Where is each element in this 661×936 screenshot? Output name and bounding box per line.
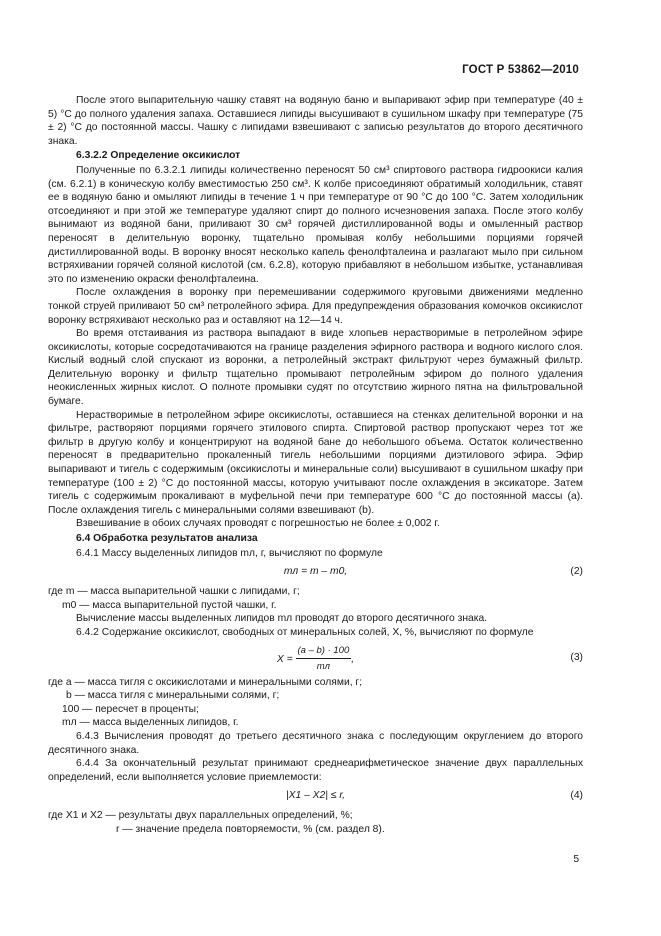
- where-m0: m0 — масса выпарительной пустой чашки, г.: [62, 599, 277, 611]
- formula-3: [48, 642, 583, 674]
- where-a: где a — масса тигля с оксикислотами и минеральными солями, г;: [48, 676, 363, 688]
- document-body: [48, 94, 583, 837]
- formula-4: [48, 786, 583, 807]
- paragraph-weighing: Взвешивание в обоих случаях проводят с погрешностью не более ± 0,002 г.: [76, 518, 440, 530]
- paragraph-6-4-4: 6.4.4 За окончательный результат принимают среднеарифметическое значение двух параллельных определений, если выполняется условие приемлемости:: [48, 758, 583, 783]
- paragraph-insoluble: Нерастворимые в петролейном эфире оксикислоты, оставшиеся на стенках делительной воронки и на фильтре, растворяют порциями горячего этилового спирта. Спиртовой раствор пропускают через тот же фильтр в другую колбу и концентрируют на водяной бане до небольшого объема. Остаток количественно переносят в предварительно прокаленный тигель небольшими порциями диэтилового эфира. Эфир выпаривают и тигель с содержимым (оксикислоты и минеральные соли) высушивают в сушильном шкафу при температуре (100 ± 2) °С до постоянной массы, которую учитывают после охлаждения в эксикаторе. Затем тигель с содержимым прокаливают в муфельной печи при температуре 600 °С до постоянной массы (a). После охлаждения тигель с минеральными солями взвешивают (b).: [48, 409, 583, 516]
- paragraph-6-4-3: 6.4.3 Вычисления проводят до третьего десятичного знака с последующим округлением до второго десятичного знака.: [48, 730, 583, 756]
- formula-3-tail: ,: [351, 653, 355, 665]
- formula-3-expression: [48, 644, 583, 674]
- section-heading-results: 6.4 Обработка результатов анализа: [76, 533, 258, 544]
- section-heading-oxyacids: 6.3.2.2 Определение оксикислот: [76, 150, 241, 162]
- formula-4-number: (4): [570, 790, 583, 802]
- formula-3-lhs: X =: [276, 653, 293, 665]
- where-m: где m — масса выпарительной чашки с липидами, г;: [48, 586, 300, 598]
- where-ml: mл — масса выделенных липидов, г.: [62, 717, 239, 729]
- formula-3-numerator: (a – b) · 100: [296, 644, 352, 660]
- paragraph-cooling: После охлаждения в воронку при перемешивании содержимого круговыми движениями медленно тонкой струей приливают 50 см³ петролейного эфира. Для предупреждения образования комочков оксикислот воронку встряхивают несколько раз и оставляют на 12—14 ч.: [48, 287, 583, 326]
- paragraph-lipid-precision: Вычисление массы выделенных липидов mл проводят до второго десятичного знака.: [76, 613, 488, 625]
- paragraph-6-4-1: 6.4.1 Массу выделенных липидов mл, г, вычисляют по формуле: [76, 547, 383, 559]
- paragraph-6-4-2: 6.4.2 Содержание оксикислот, свободных от минеральных солей, X, %, вычисляют по формуле: [76, 626, 534, 638]
- paragraph-evaporation: После этого выпарительную чашку ставят на водяную баню и выпаривают эфир при температуре (40 ± 5) °С до полного удаления запаха. Оставшиеся липиды высушивают в сушильном шкафу при температуре (75 ± 2) °С до постоянной массы. Чашку с липидами взвешивают с записью результатов до второго десятичного знака.: [48, 95, 583, 147]
- formula-3-denominator: mл: [316, 661, 331, 673]
- where-r: r — значение предела повторяемости, % (см. раздел 8).: [116, 823, 385, 835]
- formula-2-number: (2): [570, 566, 583, 578]
- where-x1-x2: где X1 и X2 — результаты двух параллельных определений, %;: [48, 810, 353, 822]
- page-number: 5: [573, 854, 579, 865]
- document-id-header: ГОСТ Р 53862—2010: [462, 64, 579, 76]
- paragraph-settling: Во время отстаивания из раствора выпадают в виде хлопьев нерастворимые в петролейном эфире оксикислоты, которые сосредотачиваются на границе разделения эфирного раствора и водного кислого слоя. Кислый водный слой спускают из воронки, а петролейный экстракт фильтруют через бумажный фильтр. Делительную воронку и фильтр тщательно промывают петролейным эфиром до полного удаления неокисленных жирных кислот. О полноте промывки судят по отсутствию жирного пятна на фильтровальной бумаге.: [48, 328, 583, 408]
- formula-2: [48, 562, 583, 583]
- formula-4-expression: |X1 – X2| ≤ r,: [285, 790, 346, 802]
- formula-3-number: (3): [570, 651, 583, 663]
- formula-3-fraction: [296, 644, 355, 674]
- formula-2-expression: mл = m – m0,: [283, 566, 348, 578]
- paragraph-saponification: Полученные по 6.3.2.1 липиды количественно переносят 50 см³ спиртового раствора гидроокиси калия (см. 6.2.1) в коническую колбу вместимостью 250 см³. К колбе присоединяют обратимый холодильник, ставят ее в водяную баню и омыляют липиды в течение 1 ч при температуре от 90 °С до 100 °С. Затем холодильник отсоединяют и при этой же температуре удаляют спирт до полного исчезновения запаха. После этого колбу вынимают из водяной бани, приливают 30 см³ горячей дистиллированной воды и омыленный раствор переносят в делительную воронку, тщательно промывая колбу небольшими порциями горячей дистиллированной воды. В воронку вносят несколько капель фенолфталеина и разлагают мыло при сильном встряхивании горячей соляной кислотой (см. 6.2.8), которую прибавляют в небольшом избытке, устанавливая это по изменению окраски фенолфталеина.: [48, 164, 583, 285]
- where-b: b — масса тигля с минеральными солями, г;: [66, 690, 280, 702]
- where-100: 100 — пересчет в проценты;: [62, 703, 199, 715]
